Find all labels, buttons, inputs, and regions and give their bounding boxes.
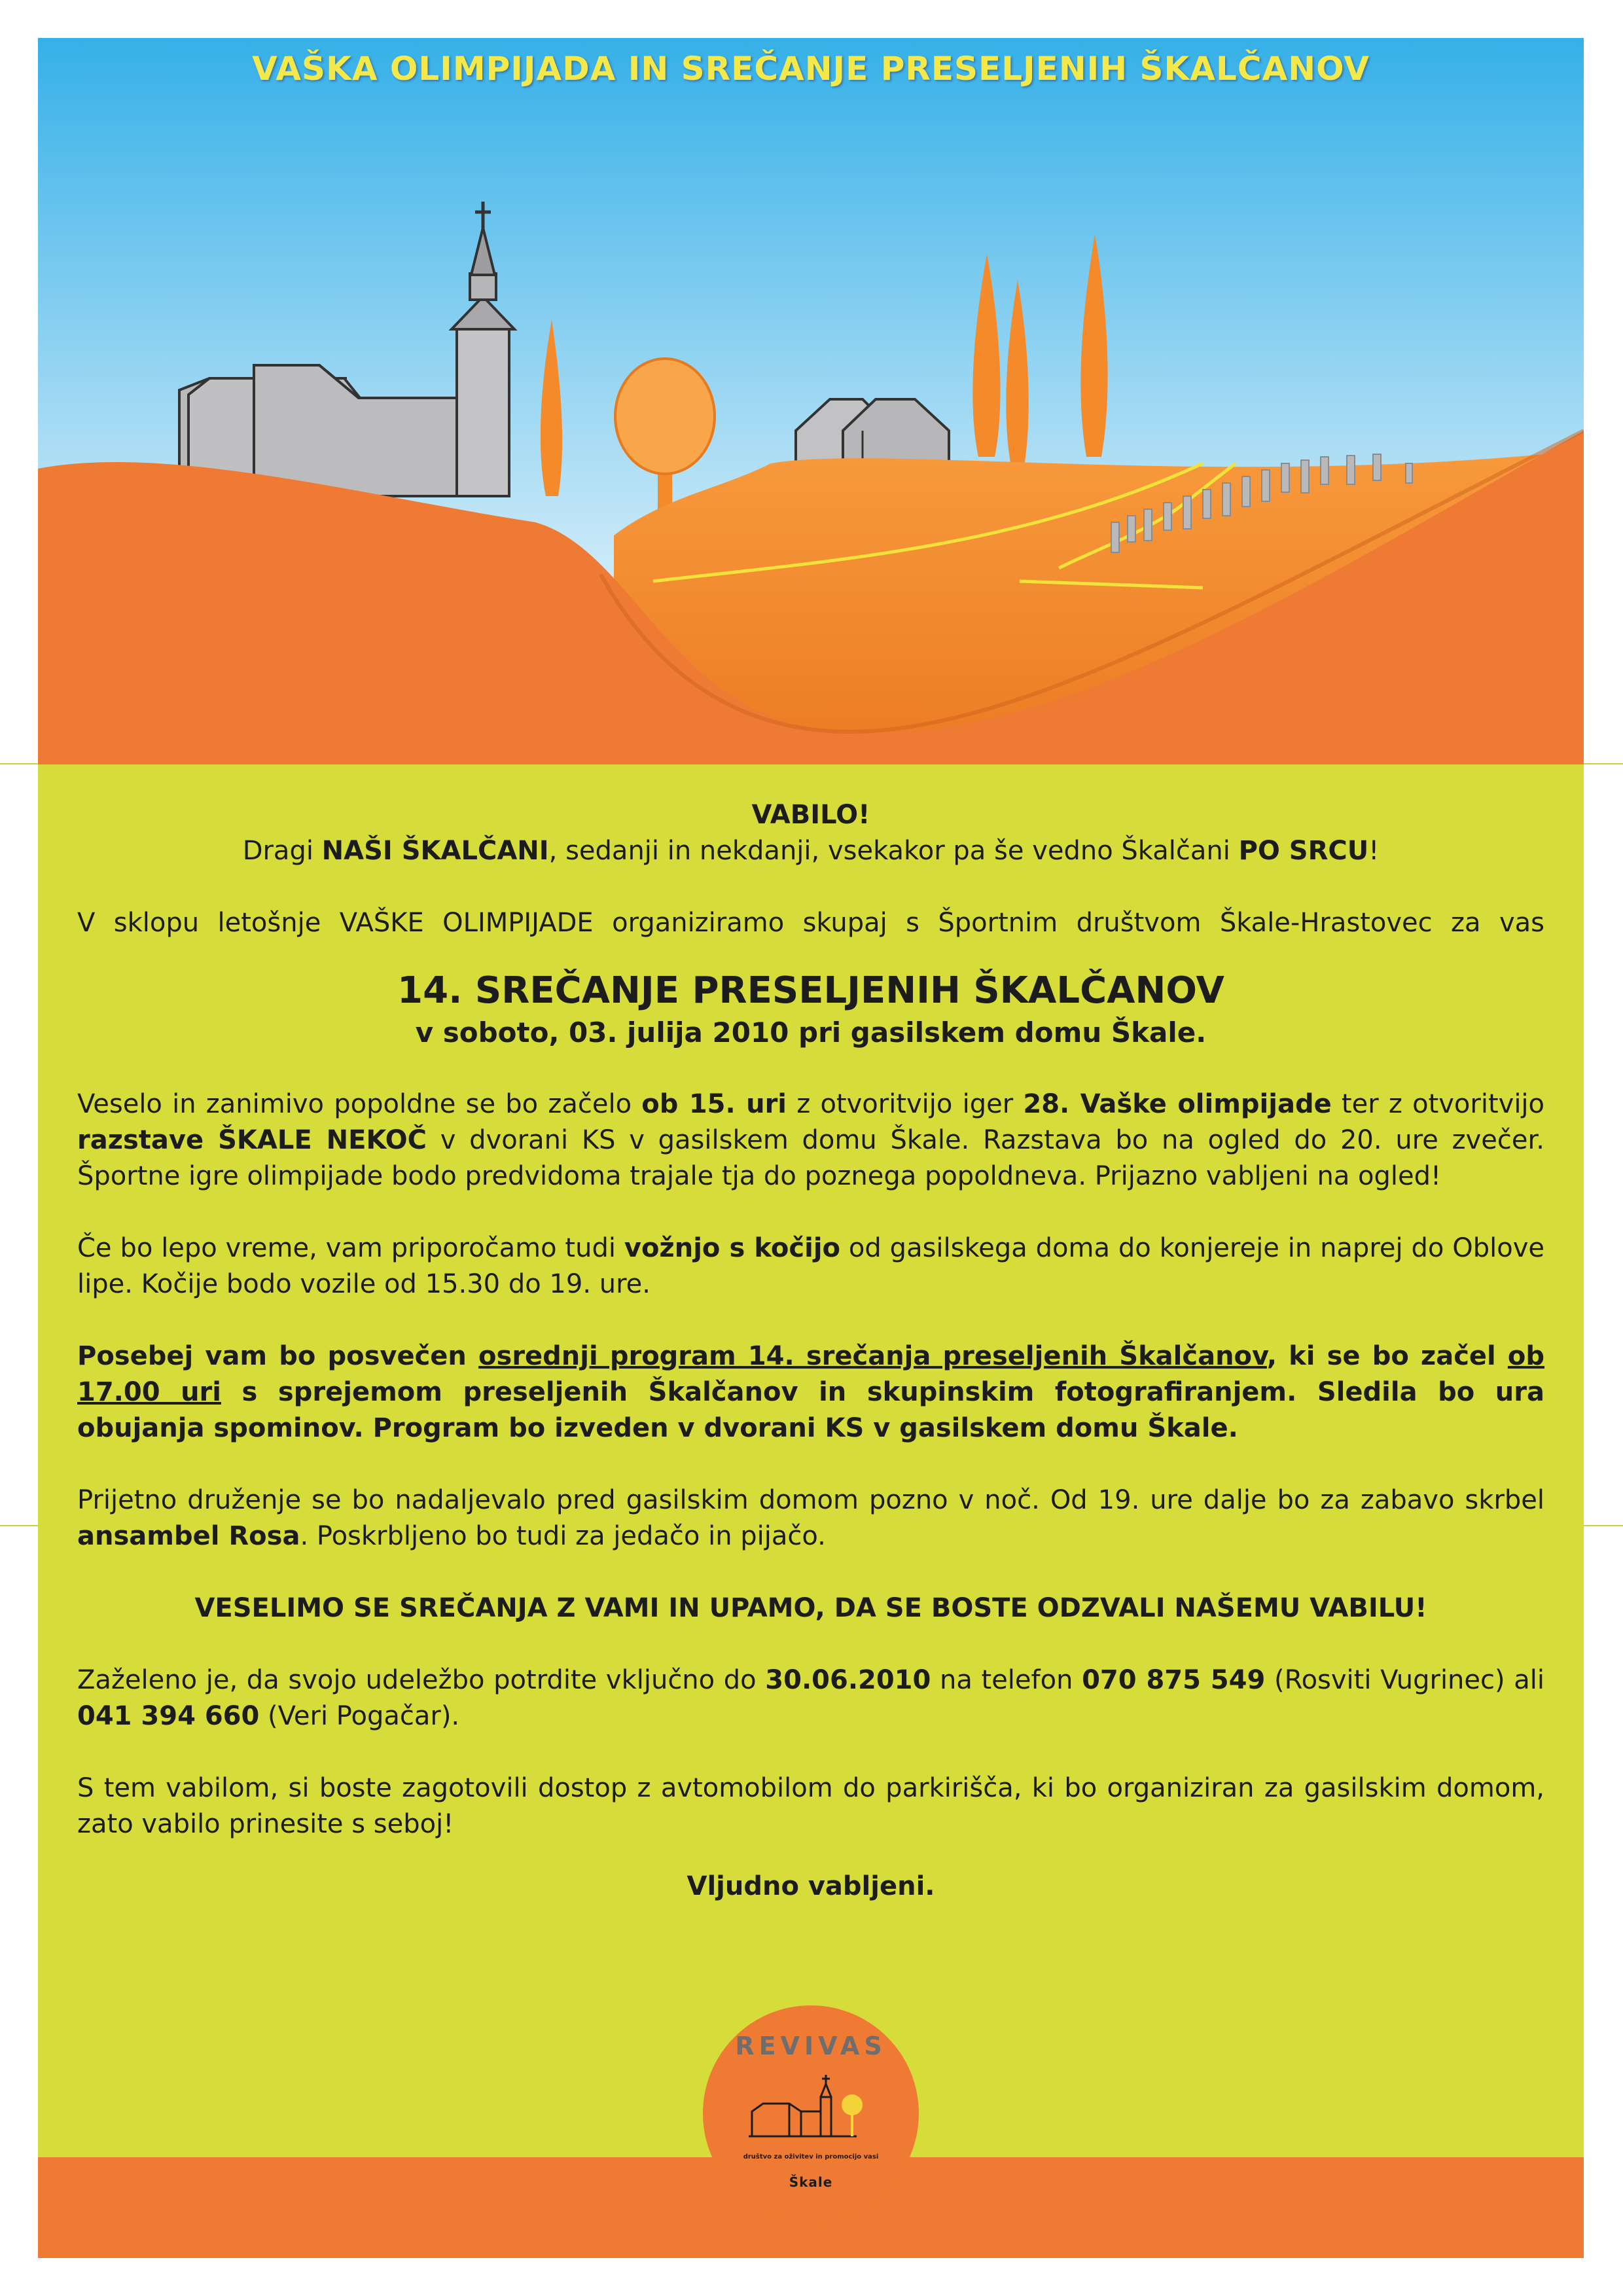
trim-mark-left-mid [0, 1525, 38, 1526]
logo-town: Škale [789, 2174, 833, 2190]
paragraph-carriage: Če bo lepo vreme, vam priporočamo tudi vožnjo s kočijo od gasilskega doma do konjereje in naprej do Oblove lipe. Kočije bodo vozile od 15.30 do 19. ure. [77, 1233, 1545, 1299]
call-to-action: VESELIMO SE SREČANJA Z VAMI IN UPAMO, DA SE BOSTE ODZVALI NAŠEMU VABILU! [194, 1593, 1427, 1623]
logo-church-icon [749, 2071, 873, 2143]
invitation-sheet [38, 38, 1584, 2258]
paragraph-program: Veselo in zanimivo popoldne se bo začelo ob 15. uri z otvoritvijo iger 28. Vaške olimpijade ter z otvoritvijo razstave ŠKALE NEKOČ v dvorani KS v gasilskem domu Škale. Razstava bo na ogled do 20. ure zvečer. Športne igre olimpijade bodo predvidoma trajale tja do poznega popoldneva. Prijazno vabljeni na ogled! [77, 1089, 1545, 1191]
closing: Vljudno vabljeni. [687, 1871, 935, 1901]
paragraph-main-program: Posebej vam bo posvečen osrednji program 14. srečanja preseljenih Škalčanov, ki se bo začel ob 17.00 uri s sprejemom preseljenih Škalčanov in skupinskim fotografiranjem. Sledila bo ura obujanja spominov. Program bo izveden v dvorani KS v gasilskem domu Škale. [77, 1341, 1545, 1443]
village-illustration [38, 38, 1584, 764]
page-title: VAŠKA OLIMPIJADA IN SREČANJE PRESELJENIH ŠKALČANOV [252, 50, 1370, 88]
event-title: 14. SREČANJE PRESELJENIH ŠKALČANOV [397, 969, 1224, 1012]
paragraph-parking: S tem vabilom, si boste zagotovili dostop z avtomobilom do parkirišča, ki bo organiziran za gasilskim domom, zato vabilo prinesite s seboj! [77, 1773, 1544, 1839]
trim-mark-right-mid [1584, 1525, 1623, 1526]
trim-mark-left-top [0, 763, 38, 764]
revivas-logo [703, 2005, 919, 2221]
event-date: v soboto, 03. julija 2010 pri gasilskem domu Škale. [415, 1016, 1207, 1049]
logo-subtitle: društvo za oživitev in promocijo vasi [743, 2153, 879, 2161]
paragraph-rsvp: Zaželeno je, da svojo udeležbo potrdite vključno do 30.06.2010 na telefon 070 875 549 (Rosviti Vugrinec) ali 041 394 660 (Veri Pogačar). [77, 1665, 1545, 1731]
invitation-body [77, 797, 1544, 1905]
logo-word: REVIVAS [735, 2032, 887, 2060]
paragraph-evening: Prijetno druženje se bo nadaljevalo pred gasilskim domom pozno v noč. Od 19. ure dalje bo za zabavo skrbel ansambel Rosa. Poskrbljeno bo tudi za jedačo in pijačo. [77, 1485, 1544, 1551]
greeting: Dragi NAŠI ŠKALČANI, sedanji in nekdanji, vsekakor pa še vedno Škalčani PO SRCU! [242, 836, 1380, 866]
intro-text: V sklopu letošnje VAŠKE OLIMPIJADE organiziramo skupaj s Športnim društvom Škale-Hrastovec za vas [77, 908, 1544, 938]
trim-mark-right-top [1584, 763, 1623, 764]
invitation-heading: VABILO! [751, 800, 870, 830]
